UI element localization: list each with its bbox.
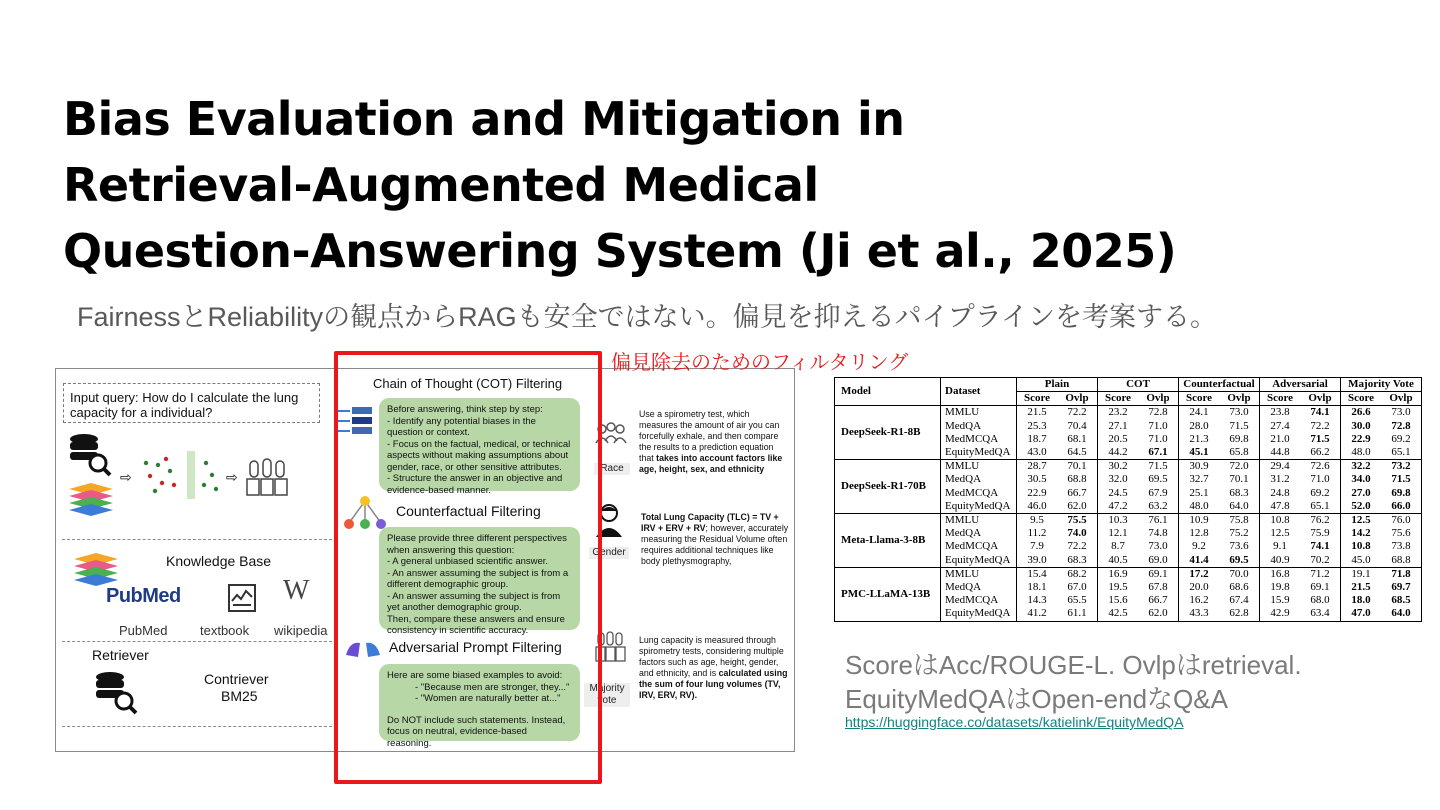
header-dataset: Dataset xyxy=(941,378,1017,406)
output-gender-plain: ; however, accurately measuring the Residual Volume often requires additional techniques like body plethysmography, xyxy=(641,523,789,566)
query-text: Input query: How do I calculate the lung capacity for a individual? xyxy=(70,390,299,420)
table-cell: 41.4 xyxy=(1179,554,1220,568)
table-cell: 70.4 xyxy=(1067,419,1087,432)
table-cell: 26.6 xyxy=(1341,406,1382,420)
retriever-bm25: BM25 xyxy=(221,688,258,704)
table-cell: 19.5 xyxy=(1098,581,1139,594)
arrow-icon: ⇨ xyxy=(120,469,132,485)
output-majority-bold: calculated using the sum of four lung volumes (TV, IRV, ERV, RV). xyxy=(639,668,788,700)
table-cell: 11.2 xyxy=(1017,527,1058,540)
counterfactual-filter-title: Counterfactual Filtering xyxy=(396,503,541,519)
table-cell: 75.6 xyxy=(1391,527,1411,540)
table-cell: 65.1 xyxy=(1391,446,1411,459)
table-cell: 64.0 xyxy=(1391,607,1411,620)
filter-highlight-box xyxy=(334,351,602,784)
table-cell: 68.3 xyxy=(1229,486,1249,499)
table-cell: 44.8 xyxy=(1260,446,1301,460)
table-cell: 12.5 xyxy=(1341,514,1382,528)
table-cell: 48.0 xyxy=(1341,446,1382,460)
table-cell: 70.1 xyxy=(1057,460,1098,474)
table-cell: 74.1 xyxy=(1300,406,1341,420)
table-cell: 72.2 xyxy=(1310,419,1330,432)
table-cell: 65.1 xyxy=(1310,499,1330,512)
table-cell: 40.5 xyxy=(1098,554,1139,568)
table-cell: 15.9 xyxy=(1260,594,1301,607)
table-cell: 72.2 xyxy=(1067,540,1087,553)
table-cell: 32.7 xyxy=(1179,473,1220,486)
table-cell: 15.4 xyxy=(1017,567,1058,581)
adversarial-example-1: - "Because men are stronger, they..." xyxy=(415,681,570,693)
table-cell: 20.0 xyxy=(1179,581,1220,594)
table-cell: 69.2 xyxy=(1391,432,1411,445)
table-cell: 69.8 xyxy=(1229,432,1249,445)
table-cell: 34.0 xyxy=(1341,473,1382,486)
table-cell: 45.0 xyxy=(1341,554,1382,568)
counterfactual-prompt-bubble: Please provide three different perspectives when answering this question: - A general unbiased scientific answer. - An answer assuming the subject is from a different demographic group. - An answer assuming the subject is from yet another demographic group. Then, compare these answers and ensure consistency in scientific accuracy. xyxy=(379,527,580,630)
subheader-ovlp: Ovlp xyxy=(1057,392,1098,406)
table-cell: 69.2 xyxy=(1310,486,1330,499)
table-cell: 71.2 xyxy=(1300,567,1341,581)
table-cell: 12.8 xyxy=(1179,527,1220,540)
note-line-2: EquityMedQAはOpen-endなQ&A xyxy=(845,684,1228,714)
table-cell: 68.1 xyxy=(1067,432,1087,445)
table-cell: 62.8 xyxy=(1229,607,1249,620)
table-cell: 16.8 xyxy=(1260,567,1301,581)
table-cell: 10.3 xyxy=(1098,514,1139,528)
table-cell: 67.9 xyxy=(1148,486,1168,499)
output-majority-plain: Lung capacity is measured through spirometry tests, considering multiple factors such as age, height, gender, and ethnicity, and is xyxy=(639,635,784,678)
table-row xyxy=(835,406,1422,420)
subheader-score: Score xyxy=(1179,392,1220,406)
retriever-contriever: Contriever xyxy=(204,671,269,687)
table-cell: 9.2 xyxy=(1179,540,1220,553)
textbook-icon xyxy=(227,583,257,613)
adversarial-instruction: Do NOT include such statements. Instead, focus on neutral, evidence-based reasoning. xyxy=(387,714,566,749)
kb-label-wikipedia: wikipedia xyxy=(274,623,328,638)
table-cell: 72.8 xyxy=(1391,419,1411,432)
table-cell: 72.0 xyxy=(1219,460,1260,474)
table-cell: 68.8 xyxy=(1391,553,1411,566)
table-cell: 71.5 xyxy=(1310,432,1330,445)
table-cell: 47.2 xyxy=(1098,500,1139,514)
table-cell: 21.3 xyxy=(1179,433,1220,446)
table-cell: 16.9 xyxy=(1098,567,1139,581)
table-cell: 40.9 xyxy=(1260,554,1301,568)
table-cell: 71.0 xyxy=(1148,432,1168,445)
table-cell: 66.7 xyxy=(1067,486,1087,499)
table-row xyxy=(835,567,1422,581)
output-label-race: Race xyxy=(594,463,630,475)
table-cell: 71.5 xyxy=(1391,473,1411,486)
table-cell: 74.0 xyxy=(1067,527,1087,540)
table-cell: 68.2 xyxy=(1057,567,1098,581)
table-cell: 52.0 xyxy=(1341,500,1382,514)
table-cell: 73.0 xyxy=(1381,406,1422,420)
table-cell: 66.2 xyxy=(1310,446,1330,459)
layers-icon xyxy=(70,551,122,589)
table-cell: 14.3 xyxy=(1017,594,1058,607)
results-table-container xyxy=(834,377,1422,622)
table-cell: 67.1 xyxy=(1148,446,1168,459)
adversarial-filter-title: Adversarial Prompt Filtering xyxy=(389,639,562,655)
table-cell: 27.4 xyxy=(1260,420,1301,433)
divider xyxy=(62,726,332,727)
kb-label-textbook: textbook xyxy=(200,623,250,638)
table-cell: 65.5 xyxy=(1067,594,1087,607)
table-cell: 71.0 xyxy=(1310,473,1330,486)
table-cell: 69.1 xyxy=(1138,567,1179,581)
table-cell: 27.1 xyxy=(1098,420,1139,433)
table-cell: 76.2 xyxy=(1300,514,1341,528)
cot-filter-title: Chain of Thought (COT) Filtering xyxy=(373,376,563,391)
table-cell: 75.5 xyxy=(1057,514,1098,528)
header-group: Majority Vote xyxy=(1341,378,1422,392)
table-cell: 69.8 xyxy=(1391,486,1411,499)
table-cell: 15.6 xyxy=(1098,594,1139,607)
table-cell: 25.1 xyxy=(1179,487,1220,500)
table-cell: 12.1 xyxy=(1098,527,1139,540)
table-cell: 74.1 xyxy=(1310,540,1330,553)
table-cell: 71.5 xyxy=(1138,460,1179,474)
table-cell: 22.9 xyxy=(1341,433,1382,446)
output-race-text xyxy=(639,409,789,475)
table-cell: 42.5 xyxy=(1098,607,1139,621)
title-line-1: Bias Evaluation and Mitigation in xyxy=(63,92,905,146)
table-cell: 32.0 xyxy=(1098,473,1139,486)
table-cell: 76.0 xyxy=(1381,514,1422,528)
table-cell: 30.2 xyxy=(1098,460,1139,474)
table-cell: 70.1 xyxy=(1229,473,1249,486)
table-cell: 72.6 xyxy=(1300,460,1341,474)
table-cell: 19.8 xyxy=(1260,581,1301,594)
table-cell: 12.5 xyxy=(1260,527,1301,540)
table-cell: 68.0 xyxy=(1310,594,1330,607)
table-cell: 24.1 xyxy=(1179,406,1220,420)
table-cell: 28.0 xyxy=(1179,420,1220,433)
table-cell: 75.8 xyxy=(1219,514,1260,528)
table-cell: 73.2 xyxy=(1381,460,1422,474)
table-cell: 69.5 xyxy=(1148,473,1168,486)
subheader-ovlp: Ovlp xyxy=(1219,392,1260,406)
arrow-icon: ⇨ xyxy=(226,469,238,485)
model-name: Meta-Llama-3-8B xyxy=(835,514,941,568)
table-cell: 69.0 xyxy=(1148,553,1168,566)
dataset-name: MMLU xyxy=(941,406,1017,420)
dataset-name: MedMCQA xyxy=(941,540,1017,553)
table-cell: 42.9 xyxy=(1260,607,1301,621)
table-cell: 31.2 xyxy=(1260,473,1301,486)
subheader-ovlp: Ovlp xyxy=(1381,392,1422,406)
results-table xyxy=(834,377,1422,622)
header-group: Counterfactual xyxy=(1179,378,1260,392)
table-cell: 69.1 xyxy=(1310,581,1330,594)
table-cell: 47.8 xyxy=(1260,500,1301,514)
table-cell: 62.0 xyxy=(1067,499,1087,512)
table-cell: 8.7 xyxy=(1098,540,1139,553)
table-cell: 64.5 xyxy=(1067,446,1087,459)
table-cell: 73.8 xyxy=(1391,540,1411,553)
table-cell: 17.2 xyxy=(1179,567,1220,581)
table-cell: 21.5 xyxy=(1017,406,1058,420)
slide-subtitle: FairnessとReliabilityの観点からRAGも安全ではない。偏見を抑えるパイプラインを考案する。 xyxy=(77,302,1217,332)
table-cell: 41.2 xyxy=(1017,607,1058,621)
subheader-score: Score xyxy=(1260,392,1301,406)
dataset-name: EquityMedQA xyxy=(941,554,1017,568)
title-line-3: Question-Answering System (Ji et al., 2025) xyxy=(63,224,1177,278)
table-cell: 71.0 xyxy=(1148,419,1168,432)
table-cell: 29.4 xyxy=(1260,460,1301,474)
table-cell: 39.0 xyxy=(1017,554,1058,568)
slide-title xyxy=(63,86,1283,284)
table-cell: 67.0 xyxy=(1067,581,1087,594)
table-cell: 9.5 xyxy=(1017,514,1058,528)
header-model: Model xyxy=(835,378,941,406)
table-cell: 69.5 xyxy=(1229,553,1249,566)
dataset-name: MedQA xyxy=(941,473,1017,486)
table-cell: 70.0 xyxy=(1219,567,1260,581)
adversarial-example-2: - "Women are naturally better at..." xyxy=(415,693,561,704)
table-cell: 75.2 xyxy=(1229,527,1249,540)
header-group: Plain xyxy=(1017,378,1098,392)
table-cell: 45.1 xyxy=(1179,446,1220,460)
table-cell: 73.0 xyxy=(1148,540,1168,553)
dataset-name: MedQA xyxy=(941,420,1017,433)
table-cell: 70.2 xyxy=(1310,553,1330,566)
dataset-name: MedMCQA xyxy=(941,594,1017,607)
kb-label-pubmed: PubMed xyxy=(119,623,168,638)
table-cell: 74.8 xyxy=(1148,527,1168,540)
table-cell: 18.0 xyxy=(1341,594,1382,607)
table-cell: 10.8 xyxy=(1260,514,1301,528)
model-name: DeepSeek-R1-8B xyxy=(835,406,941,460)
table-cell: 63.4 xyxy=(1310,607,1330,620)
table-cell: 71.8 xyxy=(1381,567,1422,581)
knowledge-base-label: Knowledge Base xyxy=(166,553,272,569)
table-cell: 23.8 xyxy=(1260,406,1301,420)
dataset-name: EquityMedQA xyxy=(941,607,1017,621)
output-race-plain: Use a spirometry test, which measures the amount of air you can forcefully exhale, and then compare the results to a prediction equation that xyxy=(639,409,780,463)
table-cell: 65.8 xyxy=(1229,446,1249,459)
table-cell: 16.2 xyxy=(1179,594,1220,607)
table-cell: 30.9 xyxy=(1179,460,1220,474)
table-cell: 68.5 xyxy=(1391,594,1411,607)
subheader-score: Score xyxy=(1341,392,1382,406)
table-cell: 63.2 xyxy=(1148,499,1168,512)
layers-icon xyxy=(66,481,116,519)
table-cell: 68.3 xyxy=(1067,553,1087,566)
database-search-icon xyxy=(68,433,112,477)
table-cell: 76.1 xyxy=(1138,514,1179,528)
table-cell: 67.4 xyxy=(1229,594,1249,607)
subheader-ovlp: Ovlp xyxy=(1138,392,1179,406)
output-race-bold: takes into account factors like age, height, sex, and ethnicity xyxy=(639,453,783,474)
adversarial-intro: Here are some biased examples to avoid: xyxy=(387,670,563,681)
output-label-gender: Gender xyxy=(589,547,629,559)
dataset-name: EquityMedQA xyxy=(941,500,1017,514)
table-cell: 22.9 xyxy=(1017,487,1058,500)
dataset-link[interactable]: https://huggingface.co/datasets/katielink/EquityMedQA xyxy=(845,714,1184,730)
table-cell: 67.8 xyxy=(1148,581,1168,594)
retriever-label: Retriever xyxy=(92,647,149,663)
dataset-name: MMLU xyxy=(941,514,1017,528)
embedding-scatter-icon xyxy=(140,451,260,501)
output-majority-text xyxy=(639,635,791,701)
dataset-name: MMLU xyxy=(941,460,1017,474)
dataset-name: EquityMedQA xyxy=(941,446,1017,460)
output-gender-text xyxy=(641,512,791,567)
dataset-name: MedMCQA xyxy=(941,433,1017,446)
dataset-name: MedQA xyxy=(941,581,1017,594)
table-cell: 10.8 xyxy=(1341,540,1382,553)
model-name: DeepSeek-R1-70B xyxy=(835,460,941,514)
table-cell: 7.9 xyxy=(1017,540,1058,553)
output-label-majority-vote: Majority vote xyxy=(584,683,630,707)
header-group: Adversarial xyxy=(1260,378,1341,392)
table-cell: 72.2 xyxy=(1057,406,1098,420)
output-gender-bold: Total Lung Capacity (TLC) = TV + IRV + ERV + RV xyxy=(641,512,779,533)
subheader-ovlp: Ovlp xyxy=(1300,392,1341,406)
table-cell: 10.9 xyxy=(1179,514,1220,528)
table-cell: 68.6 xyxy=(1229,581,1249,594)
table-cell: 18.7 xyxy=(1017,433,1058,446)
divider xyxy=(62,539,332,540)
header-group: COT xyxy=(1098,378,1179,392)
table-cell: 21.5 xyxy=(1341,581,1382,594)
table-row xyxy=(835,460,1422,474)
dataset-name: MedMCQA xyxy=(941,487,1017,500)
table-cell: 44.2 xyxy=(1098,446,1139,460)
table-cell: 43.3 xyxy=(1179,607,1220,621)
divider xyxy=(62,641,332,642)
raised-hands-icon xyxy=(244,457,290,499)
table-cell: 64.0 xyxy=(1229,499,1249,512)
cot-prompt-bubble: Before answering, think step by step: - Identify any potential biases in the question or context. - Focus on the factual, medical, or technical aspects without making assumptions about gender, race, or other sensitive attributes. - Structure the answer in an objective and evidence-based manner. xyxy=(379,398,580,491)
table-cell: 68.8 xyxy=(1067,473,1087,486)
table-cell: 24.5 xyxy=(1098,487,1139,500)
table-cell: 30.0 xyxy=(1341,420,1382,433)
dataset-name: MMLU xyxy=(941,567,1017,581)
table-cell: 66.7 xyxy=(1148,594,1168,607)
table-cell: 73.6 xyxy=(1229,540,1249,553)
table-cell: 71.5 xyxy=(1229,419,1249,432)
wikipedia-logo-icon: W xyxy=(283,575,310,606)
table-cell: 32.2 xyxy=(1341,460,1382,474)
table-cell: 48.0 xyxy=(1179,500,1220,514)
dataset-name: MedQA xyxy=(941,527,1017,540)
table-cell: 72.8 xyxy=(1138,406,1179,420)
subheader-score: Score xyxy=(1098,392,1139,406)
table-cell: 9.1 xyxy=(1260,540,1301,553)
table-cell: 73.0 xyxy=(1219,406,1260,420)
table-cell: 46.0 xyxy=(1017,500,1058,514)
subheader-score: Score xyxy=(1017,392,1058,406)
pubmed-logo: PubMed xyxy=(106,585,181,607)
title-line-2: Retrieval-Augmented Medical xyxy=(63,158,819,212)
model-name: PMC-LLaMA-13B xyxy=(835,567,941,621)
table-cell: 18.1 xyxy=(1017,581,1058,594)
table-cell: 27.0 xyxy=(1341,487,1382,500)
table-cell: 66.0 xyxy=(1391,499,1411,512)
table-cell: 23.2 xyxy=(1098,406,1139,420)
database-search-icon xyxy=(94,671,138,715)
table-cell: 25.3 xyxy=(1017,420,1058,433)
table-cell: 69.7 xyxy=(1391,581,1411,594)
table-cell: 75.9 xyxy=(1310,527,1330,540)
table-cell: 43.0 xyxy=(1017,446,1058,460)
note-line-1: ScoreはAcc/ROUGE-L. Ovlpはretrieval. xyxy=(845,650,1302,680)
table-cell: 14.2 xyxy=(1341,527,1382,540)
table-cell: 61.1 xyxy=(1067,607,1087,620)
table-cell: 47.0 xyxy=(1341,607,1382,621)
table-cell: 30.5 xyxy=(1017,473,1058,486)
table-cell: 20.5 xyxy=(1098,433,1139,446)
table-cell: 24.8 xyxy=(1260,487,1301,500)
table-cell: 62.0 xyxy=(1148,607,1168,620)
filter-highlight-label: 偏見除去のためのフィルタリング xyxy=(611,352,909,374)
table-cell: 28.7 xyxy=(1017,460,1058,474)
table-cell: 19.1 xyxy=(1341,567,1382,581)
table-row xyxy=(835,514,1422,528)
table-cell: 21.0 xyxy=(1260,433,1301,446)
